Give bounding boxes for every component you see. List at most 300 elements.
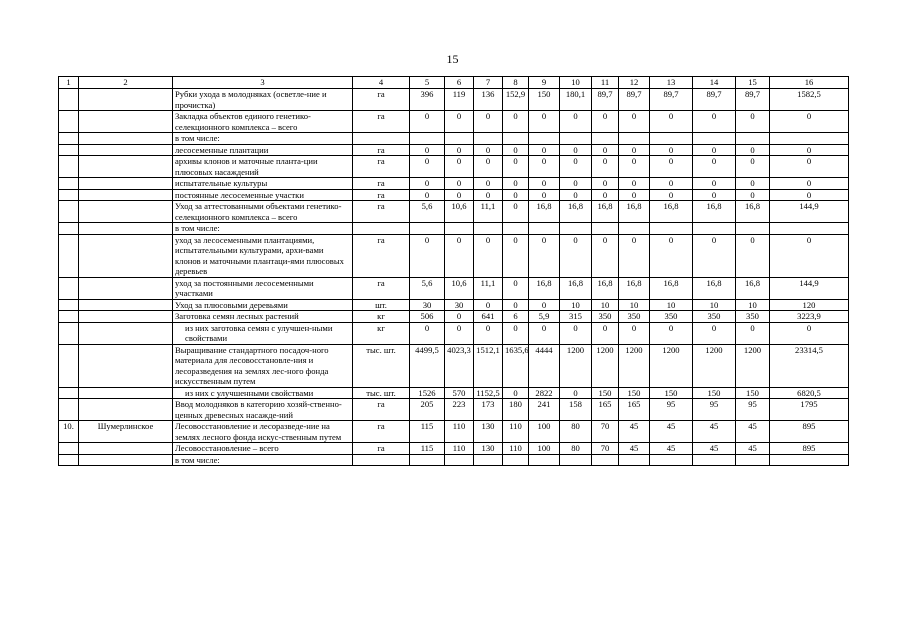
table-row	[59, 299, 849, 311]
value-cell	[736, 454, 770, 466]
activity-name: испытательные культуры	[173, 178, 353, 190]
forestry-name	[79, 144, 173, 156]
value-cell: 0	[650, 234, 693, 277]
value-cell: 0	[693, 322, 736, 344]
value-cell	[503, 223, 529, 235]
value-cell: 110	[503, 421, 529, 443]
value-cell: 0	[650, 144, 693, 156]
unit-cell: га	[353, 156, 410, 178]
activity-name: лесосеменные плантации	[173, 144, 353, 156]
value-cell: 895	[770, 421, 849, 443]
value-cell	[619, 454, 650, 466]
value-cell: 10	[650, 299, 693, 311]
column-number: 14	[693, 77, 736, 89]
row-number	[59, 344, 79, 387]
unit-cell: кг	[353, 322, 410, 344]
value-cell	[410, 133, 445, 145]
value-cell: 205	[410, 399, 445, 421]
activity-name: Лесовосстановление и лесоразведе-ние на землях лесного фонда искус-ственным путем	[173, 421, 353, 443]
value-cell: 0	[560, 156, 592, 178]
activity-name: уход за постоянными лесосеменными участками	[173, 277, 353, 299]
value-cell: 6820,5	[770, 387, 849, 399]
value-cell: 80	[560, 421, 592, 443]
value-cell: 0	[560, 111, 592, 133]
unit-cell: тыс. шт.	[353, 387, 410, 399]
value-cell: 1200	[592, 344, 619, 387]
value-cell: 0	[503, 178, 529, 190]
value-cell	[445, 454, 474, 466]
value-cell: 0	[474, 299, 503, 311]
value-cell: 89,7	[619, 89, 650, 111]
column-number: 13	[650, 77, 693, 89]
value-cell: 0	[650, 178, 693, 190]
value-cell: 10	[592, 299, 619, 311]
value-cell: 895	[770, 443, 849, 455]
value-cell	[736, 133, 770, 145]
value-cell: 350	[619, 311, 650, 323]
value-cell: 0	[410, 178, 445, 190]
forestry-name: Шумерлинское	[79, 421, 173, 443]
value-cell: 0	[503, 144, 529, 156]
value-cell: 119	[445, 89, 474, 111]
value-cell: 6	[503, 311, 529, 323]
value-cell: 45	[693, 421, 736, 443]
value-cell: 45	[619, 421, 650, 443]
value-cell: 0	[503, 234, 529, 277]
value-cell	[592, 133, 619, 145]
value-cell: 1582,5	[770, 89, 849, 111]
unit-cell	[353, 454, 410, 466]
value-cell: 180,1	[560, 89, 592, 111]
value-cell: 0	[474, 144, 503, 156]
unit-cell: тыс. шт.	[353, 344, 410, 387]
value-cell: 45	[736, 421, 770, 443]
value-cell: 16,8	[650, 277, 693, 299]
activity-name: в том числе:	[173, 223, 353, 235]
value-cell: 45	[619, 443, 650, 455]
table-row	[59, 421, 849, 443]
value-cell: 0	[410, 322, 445, 344]
value-cell: 0	[736, 322, 770, 344]
row-number	[59, 111, 79, 133]
value-cell: 10	[693, 299, 736, 311]
activity-name: уход за лесосеменными плантациями, испытательными культурами, архи-вами клонов и маточными плантаци-ями плюсовых деревьев	[173, 234, 353, 277]
value-cell: 5,6	[410, 277, 445, 299]
value-cell	[560, 133, 592, 145]
value-cell	[736, 223, 770, 235]
table-row	[59, 89, 849, 111]
value-cell: 0	[592, 178, 619, 190]
forestry-name	[79, 111, 173, 133]
value-cell: 70	[592, 443, 619, 455]
value-cell: 0	[770, 156, 849, 178]
value-cell: 1200	[736, 344, 770, 387]
value-cell	[693, 133, 736, 145]
column-number: 9	[529, 77, 560, 89]
value-cell: 506	[410, 311, 445, 323]
value-cell: 0	[650, 156, 693, 178]
header-row	[59, 77, 849, 89]
table-row	[59, 344, 849, 387]
column-number: 4	[353, 77, 410, 89]
value-cell: 1200	[619, 344, 650, 387]
value-cell	[560, 454, 592, 466]
row-number	[59, 234, 79, 277]
row-number	[59, 156, 79, 178]
forestry-name	[79, 223, 173, 235]
value-cell: 0	[619, 189, 650, 201]
value-cell: 0	[693, 144, 736, 156]
column-number: 1	[59, 77, 79, 89]
value-cell: 0	[410, 156, 445, 178]
value-cell: 350	[650, 311, 693, 323]
value-cell: 0	[503, 322, 529, 344]
table-row	[59, 144, 849, 156]
value-cell: 1200	[560, 344, 592, 387]
row-number: 10.	[59, 421, 79, 443]
value-cell: 11,1	[474, 201, 503, 223]
value-cell: 16,8	[592, 201, 619, 223]
value-cell: 10	[619, 299, 650, 311]
table-row	[59, 311, 849, 323]
value-cell: 89,7	[736, 89, 770, 111]
row-number	[59, 387, 79, 399]
value-cell: 0	[445, 178, 474, 190]
value-cell	[592, 454, 619, 466]
table-row	[59, 189, 849, 201]
value-cell: 0	[770, 111, 849, 133]
value-cell: 150	[592, 387, 619, 399]
value-cell: 150	[693, 387, 736, 399]
value-cell	[474, 133, 503, 145]
value-cell: 0	[619, 234, 650, 277]
value-cell: 0	[474, 111, 503, 133]
value-cell: 95	[736, 399, 770, 421]
value-cell	[592, 223, 619, 235]
value-cell: 115	[410, 443, 445, 455]
row-number	[59, 201, 79, 223]
value-cell: 150	[650, 387, 693, 399]
value-cell: 0	[560, 234, 592, 277]
value-cell: 89,7	[592, 89, 619, 111]
value-cell: 10	[736, 299, 770, 311]
value-cell: 165	[592, 399, 619, 421]
value-cell: 10,6	[445, 277, 474, 299]
value-cell: 80	[560, 443, 592, 455]
value-cell	[529, 223, 560, 235]
value-cell: 144,9	[770, 277, 849, 299]
value-cell: 16,8	[592, 277, 619, 299]
row-number	[59, 311, 79, 323]
value-cell: 0	[736, 189, 770, 201]
row-number	[59, 189, 79, 201]
column-number: 12	[619, 77, 650, 89]
forestry-name	[79, 156, 173, 178]
activity-name: Закладка объектов единого генетико-селекционного комплекса – всего	[173, 111, 353, 133]
row-number	[59, 399, 79, 421]
value-cell: 173	[474, 399, 503, 421]
unit-cell: га	[353, 144, 410, 156]
value-cell	[410, 223, 445, 235]
value-cell: 0	[529, 156, 560, 178]
value-cell: 150	[736, 387, 770, 399]
value-cell: 1200	[650, 344, 693, 387]
unit-cell: га	[353, 399, 410, 421]
value-cell: 0	[503, 299, 529, 311]
value-cell: 0	[770, 189, 849, 201]
forestry-name	[79, 454, 173, 466]
value-cell: 0	[736, 111, 770, 133]
value-cell	[619, 133, 650, 145]
activity-name: Заготовка семян лесных растений	[173, 311, 353, 323]
value-cell: 350	[736, 311, 770, 323]
value-cell: 16,8	[529, 201, 560, 223]
forestry-table	[58, 76, 849, 466]
value-cell: 0	[410, 144, 445, 156]
value-cell: 0	[770, 178, 849, 190]
activity-name: Уход за плюсовыми деревьями	[173, 299, 353, 311]
value-cell: 0	[736, 234, 770, 277]
value-cell: 130	[474, 421, 503, 443]
value-cell: 0	[410, 189, 445, 201]
value-cell: 16,8	[619, 201, 650, 223]
value-cell: 1795	[770, 399, 849, 421]
value-cell: 0	[560, 322, 592, 344]
activity-name: Выращивание стандартного посадоч-ного материала для лесовосстановле-ния и лесоразведения на землях лес-ного фонда искусственным путем	[173, 344, 353, 387]
value-cell: 0	[529, 144, 560, 156]
row-number	[59, 322, 79, 344]
value-cell: 115	[410, 421, 445, 443]
value-cell: 0	[619, 144, 650, 156]
value-cell: 1200	[693, 344, 736, 387]
value-cell: 110	[445, 421, 474, 443]
value-cell: 396	[410, 89, 445, 111]
value-cell: 0	[529, 322, 560, 344]
value-cell	[560, 223, 592, 235]
value-cell: 0	[619, 156, 650, 178]
value-cell	[693, 223, 736, 235]
forestry-name	[79, 133, 173, 145]
value-cell: 0	[503, 277, 529, 299]
value-cell: 0	[529, 189, 560, 201]
value-cell: 16,8	[619, 277, 650, 299]
value-cell: 4444	[529, 344, 560, 387]
forestry-name	[79, 322, 173, 344]
value-cell: 0	[560, 387, 592, 399]
value-cell	[650, 454, 693, 466]
value-cell	[410, 454, 445, 466]
column-number: 8	[503, 77, 529, 89]
value-cell: 165	[619, 399, 650, 421]
column-number: 16	[770, 77, 849, 89]
value-cell: 89,7	[693, 89, 736, 111]
value-cell: 16,8	[560, 201, 592, 223]
value-cell: 0	[410, 111, 445, 133]
table-row	[59, 234, 849, 277]
value-cell	[529, 454, 560, 466]
column-number: 15	[736, 77, 770, 89]
forestry-name	[79, 178, 173, 190]
value-cell: 16,8	[693, 277, 736, 299]
value-cell: 45	[736, 443, 770, 455]
unit-cell	[353, 133, 410, 145]
unit-cell: шт.	[353, 299, 410, 311]
value-cell: 0	[619, 111, 650, 133]
value-cell: 1526	[410, 387, 445, 399]
value-cell: 0	[619, 178, 650, 190]
value-cell: 11,1	[474, 277, 503, 299]
value-cell: 0	[693, 111, 736, 133]
value-cell: 0	[529, 178, 560, 190]
value-cell: 0	[445, 144, 474, 156]
value-cell: 95	[693, 399, 736, 421]
table-row	[59, 223, 849, 235]
value-cell: 70	[592, 421, 619, 443]
value-cell: 0	[529, 234, 560, 277]
value-cell: 158	[560, 399, 592, 421]
value-cell: 0	[445, 322, 474, 344]
row-number	[59, 443, 79, 455]
row-number	[59, 223, 79, 235]
forestry-name	[79, 443, 173, 455]
forestry-name	[79, 344, 173, 387]
value-cell: 570	[445, 387, 474, 399]
value-cell: 0	[592, 322, 619, 344]
table-row	[59, 387, 849, 399]
unit-cell: га	[353, 111, 410, 133]
table-row	[59, 277, 849, 299]
forestry-name	[79, 299, 173, 311]
unit-cell: га	[353, 178, 410, 190]
activity-name: Ввод молодняков в категорию хозяй-ственно-ценных древесных насажде-ний	[173, 399, 353, 421]
table-row	[59, 454, 849, 466]
value-cell: 0	[560, 144, 592, 156]
value-cell: 0	[503, 111, 529, 133]
table-row	[59, 399, 849, 421]
unit-cell: га	[353, 201, 410, 223]
value-cell	[445, 133, 474, 145]
value-cell: 0	[693, 178, 736, 190]
column-number: 10	[560, 77, 592, 89]
forestry-name	[79, 234, 173, 277]
unit-cell	[353, 223, 410, 235]
column-number: 5	[410, 77, 445, 89]
value-cell: 0	[650, 189, 693, 201]
value-cell: 130	[474, 443, 503, 455]
value-cell: 0	[445, 189, 474, 201]
value-cell: 641	[474, 311, 503, 323]
forestry-name	[79, 387, 173, 399]
value-cell: 100	[529, 421, 560, 443]
value-cell: 223	[445, 399, 474, 421]
value-cell: 0	[592, 189, 619, 201]
value-cell	[693, 454, 736, 466]
row-number	[59, 299, 79, 311]
value-cell	[503, 133, 529, 145]
value-cell: 0	[693, 234, 736, 277]
value-cell	[650, 133, 693, 145]
activity-name: постоянные лесосеменные участки	[173, 189, 353, 201]
column-number: 6	[445, 77, 474, 89]
value-cell: 150	[529, 89, 560, 111]
value-cell: 0	[650, 111, 693, 133]
value-cell: 0	[503, 201, 529, 223]
value-cell: 0	[445, 311, 474, 323]
unit-cell: га	[353, 189, 410, 201]
value-cell: 16,8	[529, 277, 560, 299]
value-cell: 350	[693, 311, 736, 323]
value-cell: 241	[529, 399, 560, 421]
forestry-name	[79, 399, 173, 421]
page-number: 15	[446, 52, 459, 66]
value-cell: 0	[770, 322, 849, 344]
unit-cell: га	[353, 89, 410, 111]
value-cell	[770, 454, 849, 466]
value-cell: 1152,5	[474, 387, 503, 399]
forestry-name	[79, 89, 173, 111]
forestry-name	[79, 311, 173, 323]
value-cell: 4023,3	[445, 344, 474, 387]
value-cell: 89,7	[650, 89, 693, 111]
column-number: 7	[474, 77, 503, 89]
table-row	[59, 443, 849, 455]
value-cell: 180	[503, 399, 529, 421]
row-number	[59, 178, 79, 190]
value-cell: 10	[560, 299, 592, 311]
activity-name: в том числе:	[173, 454, 353, 466]
value-cell: 0	[736, 156, 770, 178]
value-cell	[770, 223, 849, 235]
column-number: 11	[592, 77, 619, 89]
value-cell: 2822	[529, 387, 560, 399]
value-cell	[445, 223, 474, 235]
value-cell: 0	[736, 144, 770, 156]
row-number	[59, 89, 79, 111]
value-cell: 0	[560, 178, 592, 190]
unit-cell: га	[353, 277, 410, 299]
value-cell: 0	[445, 234, 474, 277]
table-row	[59, 322, 849, 344]
activity-name: Уход за аттестованными объектами генетико-селекционного комплекса – всего	[173, 201, 353, 223]
value-cell: 5,9	[529, 311, 560, 323]
value-cell: 0	[592, 111, 619, 133]
value-cell: 0	[592, 156, 619, 178]
value-cell: 0	[474, 189, 503, 201]
table-row	[59, 133, 849, 145]
value-cell: 0	[474, 234, 503, 277]
value-cell: 0	[529, 111, 560, 133]
value-cell: 0	[619, 322, 650, 344]
value-cell: 100	[529, 443, 560, 455]
value-cell: 0	[410, 234, 445, 277]
value-cell	[619, 223, 650, 235]
value-cell: 4499,5	[410, 344, 445, 387]
forestry-name	[79, 189, 173, 201]
table-row	[59, 201, 849, 223]
value-cell: 1512,1	[474, 344, 503, 387]
value-cell: 0	[592, 234, 619, 277]
activity-name: Лесовосстановление – всего	[173, 443, 353, 455]
value-cell: 16,8	[736, 201, 770, 223]
column-number: 2	[79, 77, 173, 89]
value-cell: 0	[770, 144, 849, 156]
activity-name: Рубки ухода в молодняках (осветле-ние и прочистка)	[173, 89, 353, 111]
value-cell: 150	[619, 387, 650, 399]
value-cell: 0	[693, 189, 736, 201]
table-row	[59, 156, 849, 178]
value-cell: 120	[770, 299, 849, 311]
value-cell: 0	[503, 387, 529, 399]
